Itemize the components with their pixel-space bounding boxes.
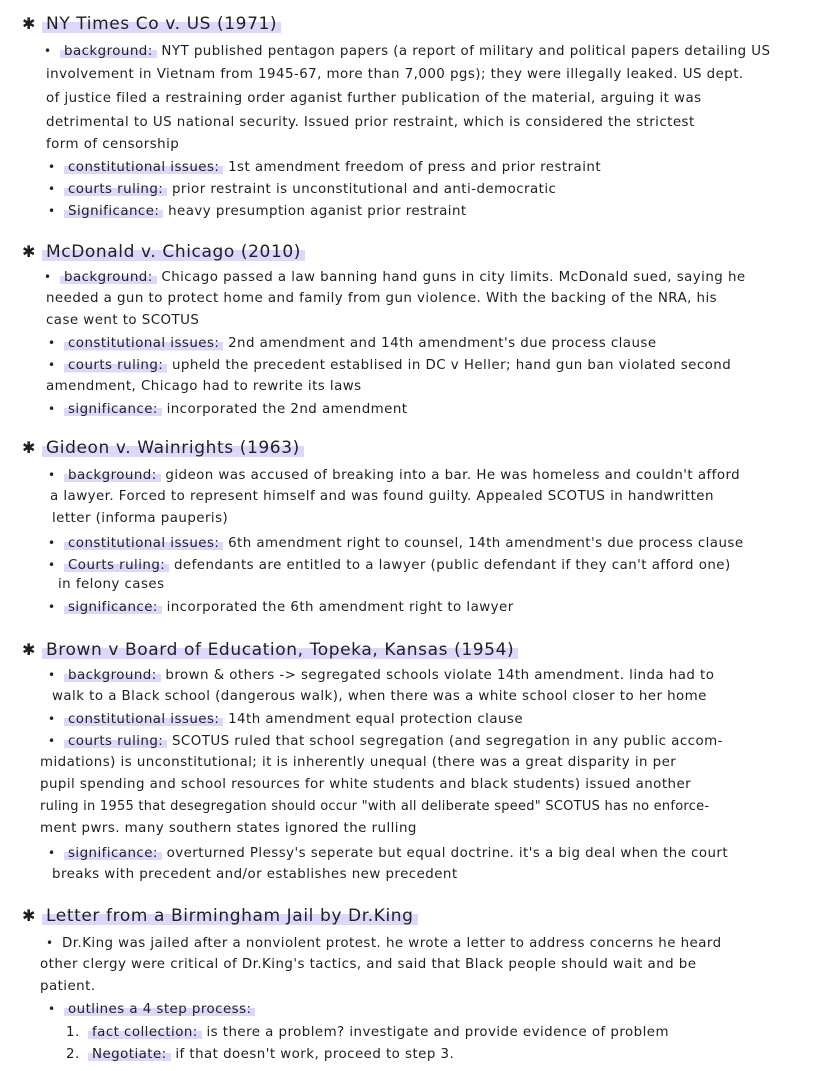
bullet-icon: • <box>48 712 56 726</box>
significance-line <box>48 598 514 617</box>
step-2 <box>66 1046 454 1064</box>
issues-label: constitutional issues: <box>64 336 223 351</box>
significance-text: incorporated the 6th amendment right to lawyer <box>166 600 514 615</box>
step-label: fact collection: <box>88 1025 202 1040</box>
issues-text: 1st amendment freedom of press and prior restraint <box>228 160 602 175</box>
case-title <box>22 640 518 660</box>
step-label: Negotiate: <box>88 1047 171 1062</box>
bullet-icon: • <box>48 600 56 614</box>
ruling-line: midations) is unconstitutional; it is inherently unequal (there was a great disparity in per <box>40 755 677 770</box>
ruling-line: amendment, Chicago had to rewrite its laws <box>46 379 362 394</box>
star-icon: ✱ <box>22 242 37 261</box>
significance-line <box>48 844 728 863</box>
background-label: background: <box>64 668 161 683</box>
case-title <box>22 14 281 34</box>
background-line: involvement in Vietnam from 1945-67, more than 7,000 pgs); they were illegally leaked. US dept. <box>46 67 744 82</box>
star-icon: ✱ <box>22 906 37 925</box>
issues-line <box>48 710 523 729</box>
bullet-icon: • <box>48 402 56 416</box>
case-title <box>22 242 305 262</box>
ruling-text: SCOTUS ruled that school segregation (and segregation in any public accom- <box>171 734 723 749</box>
bullet-icon: • <box>48 182 56 196</box>
bullet-icon: • <box>48 358 56 372</box>
background-line <box>48 466 740 485</box>
bullet-icon: • <box>48 160 56 174</box>
bullet-icon: • <box>48 846 56 860</box>
ruling-label: courts ruling: <box>64 182 167 197</box>
ruling-line: pupil spending and school resources for white students and black students) issued another <box>40 777 692 792</box>
significance-line <box>48 400 407 419</box>
summary-line: patient. <box>40 979 96 994</box>
ruling-label: courts ruling: <box>64 358 167 373</box>
summary-text: Dr.King was jailed after a nonviolent protest. he wrote a letter to address concerns he heard <box>62 936 722 951</box>
ruling-text: upheld the precedent establised in DC v Heller; hand gun ban violated second <box>171 358 732 373</box>
case-title-text: Brown v Board of Education, Topeka, Kansas (1954) <box>42 640 518 660</box>
ruling-text: prior restraint is unconstitutional and anti-democratic <box>171 182 557 197</box>
background-line: detrimental to US national security. Issued prior restraint, which is considered the strictest <box>46 115 695 130</box>
background-text: brown & others -> segregated schools violate 14th amendment. linda had to <box>165 668 715 683</box>
background-line: letter (informa pauperis) <box>52 511 229 526</box>
ruling-label: courts ruling: <box>64 734 167 749</box>
significance-text: incorporated the 2nd amendment <box>166 402 408 417</box>
summary-line: other clergy were critical of Dr.King's tactics, and said that Black people should wait and be <box>40 957 697 972</box>
bullet-icon: • <box>44 270 52 284</box>
ruling-line: ruling in 1955 that desegregation should occur "with all deliberate speed" SCOTUS has no enforce- <box>40 799 710 814</box>
background-line: of justice filed a restraining order aganist further publication of the material, arguing it was <box>46 91 702 106</box>
issues-label: constitutional issues: <box>64 712 223 727</box>
ruling-label: Courts ruling: <box>64 558 169 573</box>
background-label: background: <box>60 44 157 59</box>
ruling-line <box>48 732 723 751</box>
background-label: background: <box>60 270 157 285</box>
background-line <box>44 268 746 287</box>
bullet-icon: • <box>48 1002 56 1016</box>
outline-line <box>48 1000 255 1019</box>
case-title <box>22 438 304 458</box>
ruling-line <box>48 556 731 575</box>
significance-line: breaks with precedent and/or establishes new precedent <box>52 867 458 882</box>
section-title-text: Letter from a Birmingham Jail by Dr.King <box>42 906 418 926</box>
ruling-line: in felony cases <box>58 577 165 592</box>
significance-text: overturned Plessy's seperate but equal doctrine. it's a big deal when the court <box>166 846 729 861</box>
background-line <box>44 42 771 61</box>
issues-text: 14th amendment equal protection clause <box>228 712 524 727</box>
ruling-text: defendants are entitled to a lawyer (public defendant if they can't afford one) <box>173 558 731 573</box>
background-line: a lawyer. Forced to represent himself and was found guilty. Appealed SCOTUS in handwritten <box>50 489 714 504</box>
ruling-line <box>48 356 731 375</box>
issues-line <box>48 534 744 553</box>
step-text: is there a problem? investigate and provide evidence of problem <box>206 1025 669 1040</box>
bullet-icon: • <box>48 734 56 748</box>
issues-line <box>48 158 601 177</box>
case-title-text: Gideon v. Wainrights (1963) <box>42 438 304 458</box>
background-line: form of censorship <box>46 137 180 152</box>
bullet-icon: • <box>44 44 52 58</box>
case-title-text: McDonald v. Chicago (2010) <box>42 242 305 262</box>
summary-line <box>46 934 722 953</box>
section-title <box>22 906 418 926</box>
step-number: 2. <box>66 1047 80 1062</box>
background-line: case went to SCOTUS <box>46 313 200 328</box>
bullet-icon: • <box>48 468 56 482</box>
ruling-line <box>48 180 556 199</box>
issues-label: constitutional issues: <box>64 160 223 175</box>
bullet-icon: • <box>48 536 56 550</box>
case-title-text: NY Times Co v. US (1971) <box>42 14 281 34</box>
significance-line <box>48 202 467 221</box>
significance-label: significance: <box>64 846 162 861</box>
step-text: if that doesn't work, proceed to step 3. <box>175 1047 455 1062</box>
background-text: gideon was accused of breaking into a bar. He was homeless and couldn't afford <box>165 468 741 483</box>
step-1 <box>66 1024 669 1042</box>
significance-label: significance: <box>64 600 162 615</box>
bullet-icon: • <box>48 668 56 682</box>
issues-label: constitutional issues: <box>64 536 223 551</box>
issues-text: 6th amendment right to counsel, 14th amendment's due process clause <box>228 536 744 551</box>
star-icon: ✱ <box>22 640 37 659</box>
star-icon: ✱ <box>22 14 37 33</box>
background-label: background: <box>64 468 161 483</box>
significance-label: Significance: <box>64 204 163 219</box>
significance-text: heavy presumption aganist prior restraint <box>168 204 467 219</box>
background-line: needed a gun to protect home and family from gun violence. With the backing of the NRA, his <box>46 291 718 306</box>
background-line: walk to a Black school (dangerous walk), when there was a white school closer to her home <box>52 689 707 704</box>
issues-line <box>48 334 657 353</box>
bullet-icon: • <box>48 204 56 218</box>
bullet-icon: • <box>46 936 54 950</box>
ruling-line: ment pwrs. many southern states ignored the rulling <box>40 821 417 836</box>
bullet-icon: • <box>48 336 56 350</box>
background-text: NYT published pentagon papers (a report of military and political papers detailing US <box>161 44 771 59</box>
bullet-icon: • <box>48 558 56 572</box>
issues-text: 2nd amendment and 14th amendment's due process clause <box>228 336 657 351</box>
significance-label: significance: <box>64 402 162 417</box>
background-text: Chicago passed a law banning hand guns in city limits. McDonald sued, saying he <box>161 270 746 285</box>
star-icon: ✱ <box>22 438 37 457</box>
step-number: 1. <box>66 1025 80 1040</box>
background-line <box>48 666 714 685</box>
outline-label: outlines a 4 step process: <box>64 1002 255 1017</box>
